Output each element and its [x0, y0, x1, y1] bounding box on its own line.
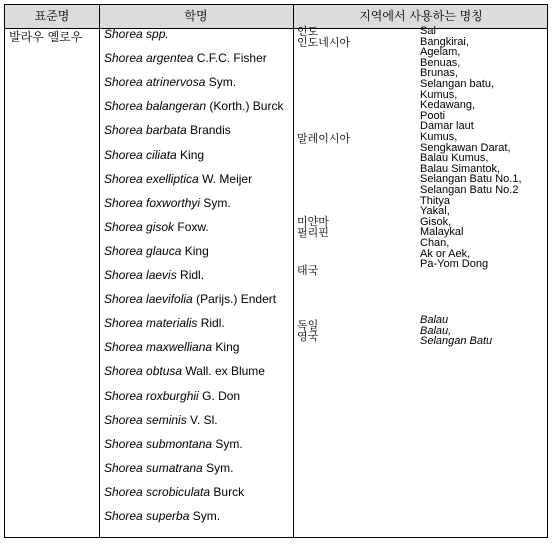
species-binomial: Shorea sumatrana — [104, 460, 203, 475]
local-name: Brunas, — [420, 67, 458, 80]
species-binomial: Shorea roxburghii — [104, 388, 199, 403]
species-binomial: Shorea maxwelliana — [104, 340, 213, 355]
species-row — [104, 509, 220, 523]
species-row — [104, 51, 267, 65]
species-row — [104, 27, 169, 41]
species-author: (Parijs.) Endert — [192, 292, 277, 307]
local-name: Balau Simantok, — [420, 162, 501, 175]
species-author: (Korth.) Burck — [206, 99, 284, 114]
species-binomial: Shorea glauca — [104, 243, 182, 258]
species-author: Brandis — [186, 123, 231, 138]
local-name: Sengkawan Darat, — [420, 141, 511, 154]
species-table — [4, 4, 548, 538]
species-author: Sym. — [202, 460, 234, 475]
species-author: Wall. ex Blume — [182, 364, 265, 379]
region-label: 말레이시아 — [297, 132, 351, 145]
species-author: Ridl. — [176, 268, 205, 282]
species-binomial: Shorea superba — [104, 509, 190, 523]
column-divider — [99, 5, 100, 537]
species-row — [104, 123, 231, 137]
species-author: Sym. — [189, 509, 221, 523]
local-name: Sal — [420, 25, 436, 37]
local-name: Pooti — [420, 109, 446, 122]
local-name: Selangan Batu No.2 — [420, 184, 519, 196]
local-name: Balau — [420, 314, 449, 326]
species-author: Burck — [210, 484, 245, 499]
species-author: W. Meijer — [198, 171, 253, 186]
region-label: 영국 — [297, 330, 319, 343]
region-label: 미얀마 — [297, 215, 329, 228]
species-row — [104, 437, 243, 451]
species-binomial: Shorea laevifolia — [104, 292, 193, 307]
species-binomial: Shorea submontana — [104, 436, 213, 451]
species-row — [104, 340, 239, 354]
species-author: V. Sl. — [186, 412, 218, 427]
species-binomial: Shorea atrinervosa — [104, 75, 206, 90]
header-standard-name: 표준명 — [34, 9, 70, 23]
region-label: 필리핀 — [297, 226, 329, 239]
species-row — [104, 244, 209, 258]
species-binomial: Shorea seminis — [104, 412, 187, 427]
local-name: Kumus, — [420, 131, 458, 143]
species-binomial: Shorea spp. — [104, 27, 169, 41]
header-regional-names: 지역에서 사용하는 명칭 — [359, 9, 483, 23]
region-label: 인도네시아 — [297, 36, 351, 49]
species-row — [104, 220, 209, 234]
region-label: 인도 — [297, 25, 319, 38]
header-scientific-name: 학명 — [184, 9, 208, 23]
species-row — [104, 364, 265, 378]
species-author: King — [176, 147, 205, 162]
species-binomial: Shorea ciliata — [104, 147, 177, 162]
local-name: Kedawang, — [420, 99, 476, 112]
species-row — [104, 268, 204, 282]
local-name: Selangan Batu No.1, — [420, 173, 522, 186]
region-label: 독일 — [297, 319, 319, 332]
species-binomial: Shorea gisok — [104, 219, 175, 234]
species-author: Sym. — [212, 436, 243, 451]
species-binomial: Shorea scrobiculata — [104, 484, 211, 499]
species-author: C.F.C. Fisher — [193, 51, 267, 66]
local-name: Yakal, — [420, 205, 450, 218]
species-row — [104, 292, 276, 306]
species-author: G. Don — [198, 388, 241, 403]
local-name: Thitya — [420, 194, 450, 207]
local-name: Kumus, — [420, 88, 458, 101]
species-binomial: Shorea obtusa — [104, 364, 183, 379]
species-row — [104, 99, 283, 113]
species-row — [104, 148, 204, 162]
species-binomial: Shorea foxworthyi — [104, 195, 201, 210]
local-name: Selangan Batu — [420, 335, 493, 348]
species-binomial: Shorea laevis — [104, 268, 177, 282]
local-name: Balau, — [420, 324, 452, 337]
species-binomial: Shorea barbata — [104, 123, 187, 138]
species-author: Sym. — [200, 195, 231, 210]
local-name: Balau Kumus, — [420, 152, 489, 165]
species-row — [104, 389, 240, 403]
species-row — [104, 485, 244, 499]
species-author: King — [181, 243, 209, 258]
region-label: 태국 — [297, 264, 319, 277]
species-author: Sym. — [205, 75, 237, 90]
species-author: Foxw. — [174, 219, 209, 234]
local-name: Ak or Aek, — [420, 247, 471, 260]
column-divider — [293, 5, 294, 537]
local-name: Damar laut — [420, 120, 474, 133]
species-row — [104, 316, 225, 330]
species-author: Ridl. — [197, 316, 225, 331]
local-name: Malaykal — [420, 226, 464, 239]
species-row — [104, 196, 231, 210]
species-binomial: Shorea argentea — [104, 51, 194, 66]
species-binomial: Shorea exelliptica — [104, 171, 199, 186]
local-name: Selangan batu, — [420, 78, 495, 90]
local-name: Benuas, — [420, 56, 461, 69]
species-row — [104, 413, 218, 427]
table-header — [5, 5, 547, 29]
local-name: Chan, — [420, 237, 450, 249]
local-name: Agelam, — [420, 46, 461, 59]
species-binomial: Shorea balangeran — [104, 99, 207, 114]
species-row — [104, 75, 236, 89]
species-author: King — [212, 340, 240, 355]
standard-name-cell: 발라우 옐로우 — [9, 30, 83, 44]
species-row — [104, 461, 233, 475]
local-name: Bangkirai, — [420, 35, 469, 48]
species-row — [104, 172, 252, 186]
local-name: Gisok, — [420, 215, 452, 228]
species-binomial: Shorea materialis — [104, 316, 198, 331]
local-name: Pa-Yom Dong — [420, 258, 489, 271]
